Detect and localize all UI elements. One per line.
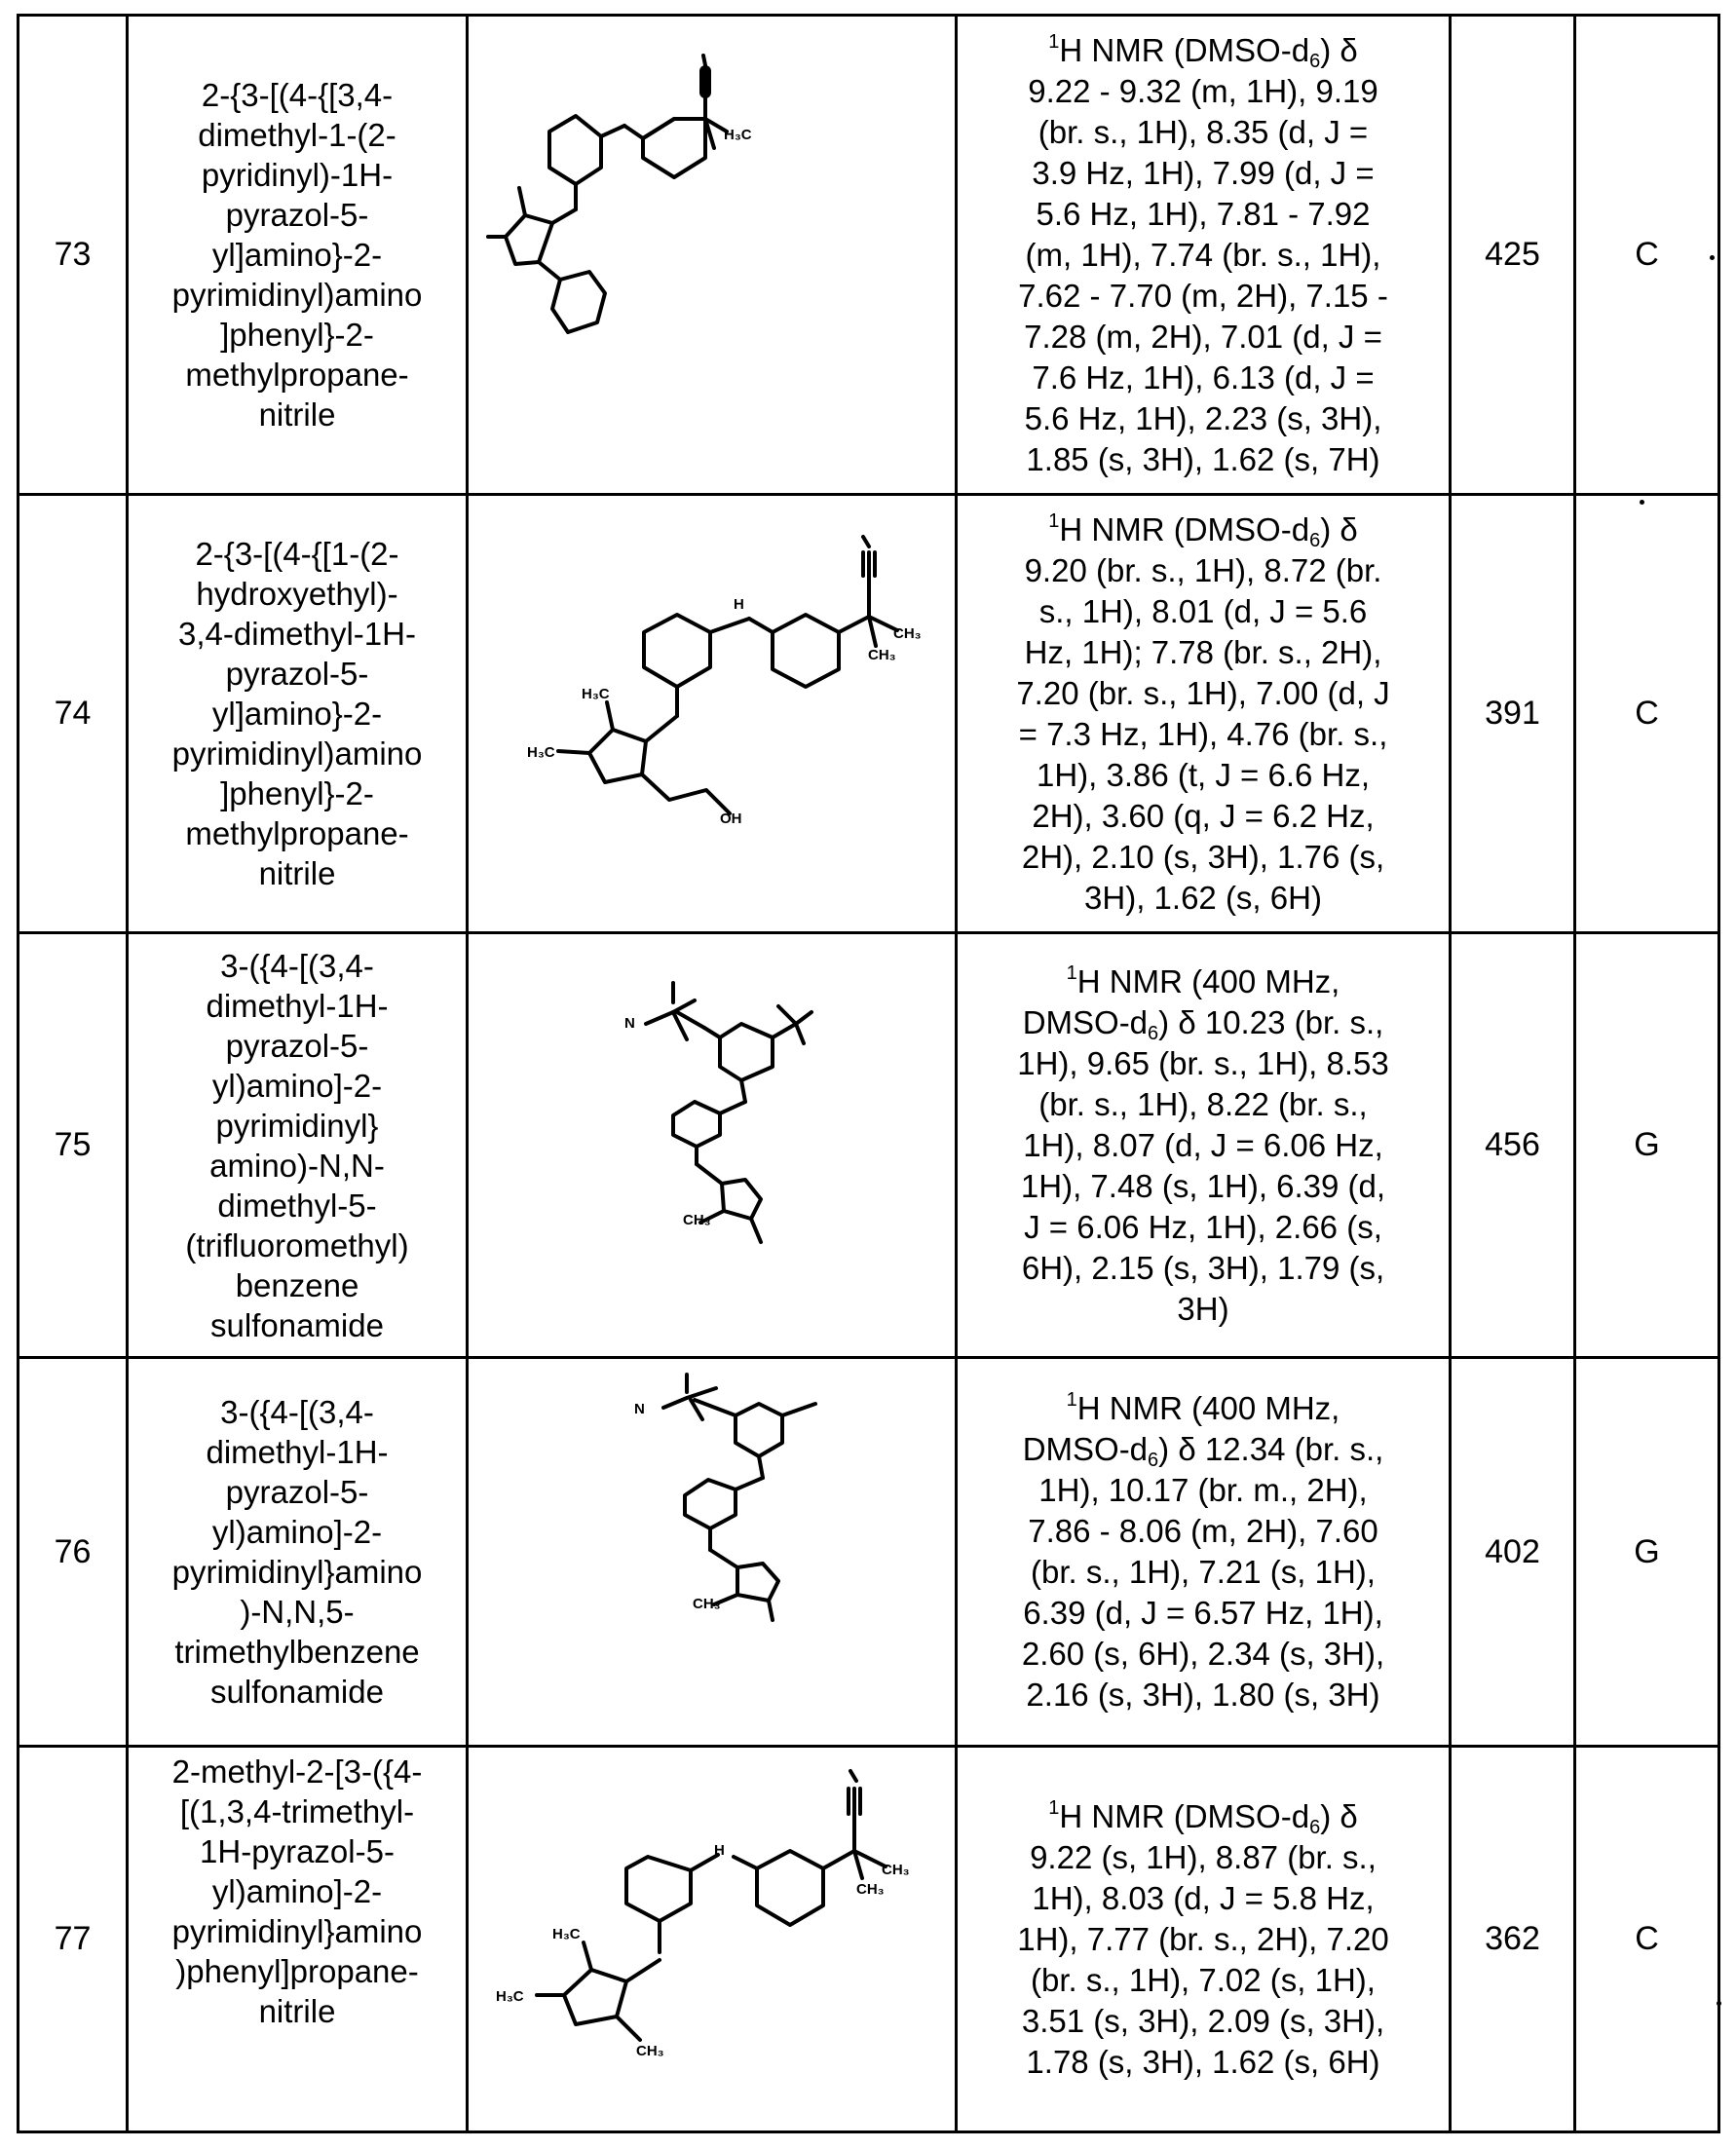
chemical-structure xyxy=(468,16,957,495)
svg-text:N: N xyxy=(634,1401,645,1417)
scan-speck xyxy=(1710,255,1715,260)
compound-name: 2-methyl-2-[3-({4- [(1,3,4-trimethyl- 1H-pyrazol-5- yl)amino]-2- pyrimidinyl}amino )phenyl]propane- nitrile xyxy=(128,1747,468,2132)
compound-name: 2-{3-[(4-{[1-(2- hydroxyethyl)- 3,4-dimethyl-1H- pyrazol-5- yl]amino}-2- pyrimidinyl)amino ]phenyl}-2- methylpropane- nitrile xyxy=(128,495,468,933)
svg-text:CH₃: CH₃ xyxy=(856,1881,885,1898)
mass-value: 425 xyxy=(1451,16,1575,495)
scan-speck xyxy=(1640,500,1644,505)
nmr-data: $^1$H NMR (400 MHz, DMSO-$d_6$) δ 12.34 (br. s., 1H), 10.17 (br. m., 2H), 7.86 - 8.06 (m, 2H), 7.60 (br. s., 1H), 7.21 (s, 1H), 6.39 (d, J = 6.57 Hz, 1H), 2.60 (s, 6H), 2.34 (s, 3H), 2.16 (s, 3H), 1.80 (s, 3H) xyxy=(957,1358,1451,1747)
svg-text:CH₃: CH₃ xyxy=(693,1596,721,1612)
example-number: 73 xyxy=(19,16,128,495)
nmr-data: $^1$H NMR $(DMSO-d_6)$ δ 9.22 (s, 1H), 8.87 (br. s., 1H), 8.03 (d, J = 5.8 Hz, 1H), 7.77 (br. s., 2H), 7.20 (br. s., 1H), 7.02 (s, 1H), 3.51 (s, 3H), 2.09 (s, 3H), 1.78 (s, 3H), 1.62 (s, 6H) xyxy=(957,1747,1451,2132)
table-row xyxy=(19,16,1719,495)
structure-drawing-76 xyxy=(469,1359,955,1742)
activity-class: G xyxy=(1575,933,1719,1358)
svg-text:CH₃: CH₃ xyxy=(893,625,922,642)
chemical-structure xyxy=(468,1747,957,2132)
example-number: 75 xyxy=(19,933,128,1358)
activity-class: C xyxy=(1575,495,1719,933)
svg-text:H: H xyxy=(734,596,744,613)
svg-text:CH₃: CH₃ xyxy=(868,647,896,663)
chemical-structure xyxy=(468,1358,957,1747)
svg-text:H₃C: H₃C xyxy=(582,686,610,702)
compound-name: 2-{3-[(4-{[3,4- dimethyl-1-(2- pyridinyl)-1H- pyrazol-5- yl]amino}-2- pyrimidinyl)amino ]phenyl}-2- methylpropane- nitrile xyxy=(128,16,468,495)
svg-text:CH₃: CH₃ xyxy=(882,1862,910,1878)
svg-text:H: H xyxy=(714,1842,725,1859)
mass-value: 391 xyxy=(1451,495,1575,933)
chemical-structure xyxy=(468,933,957,1358)
mass-value: 402 xyxy=(1451,1358,1575,1747)
svg-text:N: N xyxy=(624,1015,635,1032)
mass-value: 456 xyxy=(1451,933,1575,1358)
table-row xyxy=(19,1747,1719,2132)
nmr-data: $^1$H NMR $(DMSO-d_6)$ δ 9.22 - 9.32 (m, 1H), 9.19 (br. s., 1H), 8.35 (d, J = 3.9 Hz, 1H), 7.99 (d, J = 5.6 Hz, 1H), 7.81 - 7.92 (m, 1H), 7.74 (br. s., 1H), 7.62 - 7.70 (m, 2H), 7.15 - 7.28 (m, 2H), 7.01 (d, J = 7.6 Hz, 1H), 6.13 (d, J = 5.6 Hz, 1H), 2.23 (s, 3H), 1.85 (s, 3H), 1.62 (s, 7H) xyxy=(957,16,1451,495)
svg-text:CH₃: CH₃ xyxy=(636,2043,664,2059)
activity-class: G xyxy=(1575,1358,1719,1747)
compound-name: 3-({4-[(3,4- dimethyl-1H- pyrazol-5- yl)amino]-2- pyrimidinyl}amino )-N,N,5- trimethylbenzene sulfonamide xyxy=(128,1358,468,1747)
table-row xyxy=(19,933,1719,1358)
example-number: 74 xyxy=(19,495,128,933)
activity-class: C xyxy=(1575,16,1719,495)
activity-class: C xyxy=(1575,1747,1719,2132)
nmr-data: $^1$H NMR (400 MHz, DMSO-$d_6$) δ 10.23 (br. s., 1H), 9.65 (br. s., 1H), 8.53 (br. s., 1H), 8.22 (br. s., 1H), 8.07 (d, J = 6.06 Hz, 1H), 7.48 (s, 1H), 6.39 (d, J = 6.06 Hz, 1H), 2.66 (s, 6H), 2.15 (s, 3H), 1.79 (s, 3H) xyxy=(957,933,1451,1358)
table-row xyxy=(19,1358,1719,1747)
mass-value: 362 xyxy=(1451,1747,1575,2132)
svg-text:H₃C: H₃C xyxy=(552,1926,581,1942)
svg-text:CH₃: CH₃ xyxy=(683,1212,711,1228)
compound-name: 3-({4-[(3,4- dimethyl-1H- pyrazol-5- yl)amino]-2- pyrimidinyl} amino)-N,N- dimethyl-5- (trifluoromethyl) benzene sulfonamide xyxy=(128,933,468,1358)
svg-text:H₃C: H₃C xyxy=(527,744,555,761)
structure-drawing-73 xyxy=(469,17,955,490)
example-number: 77 xyxy=(19,1747,128,2132)
svg-text:OH: OH xyxy=(720,811,742,827)
table-row xyxy=(19,495,1719,933)
svg-text:H₃C: H₃C xyxy=(496,1988,524,2005)
compound-table xyxy=(17,14,1720,2133)
nmr-data: $^1$H NMR $(DMSO-d_6)$ δ 9.20 (br. s., 1H), 8.72 (br. s., 1H), 8.01 (d, J = 5.6 Hz, 1H); 7.78 (br. s., 2H), 7.20 (br. s., 1H), 7.00 (d, J = 7.3 Hz, 1H), 4.76 (br. s., 1H), 3.86 (t, J = 6.6 Hz, 2H), 3.60 (q, J = 6.2 Hz, 2H), 2.10 (s, 3H), 1.76 (s, 3H), 1.62 (s, 6H) xyxy=(957,495,1451,933)
structure-drawing-74 xyxy=(469,496,955,928)
scan-speck xyxy=(1717,2001,1721,2006)
example-number: 76 xyxy=(19,1358,128,1747)
structure-drawing-75 xyxy=(469,934,955,1353)
svg-text:H₃C: H₃C xyxy=(724,127,752,143)
chemical-structure xyxy=(468,495,957,933)
structure-drawing-77 xyxy=(469,1748,955,2128)
